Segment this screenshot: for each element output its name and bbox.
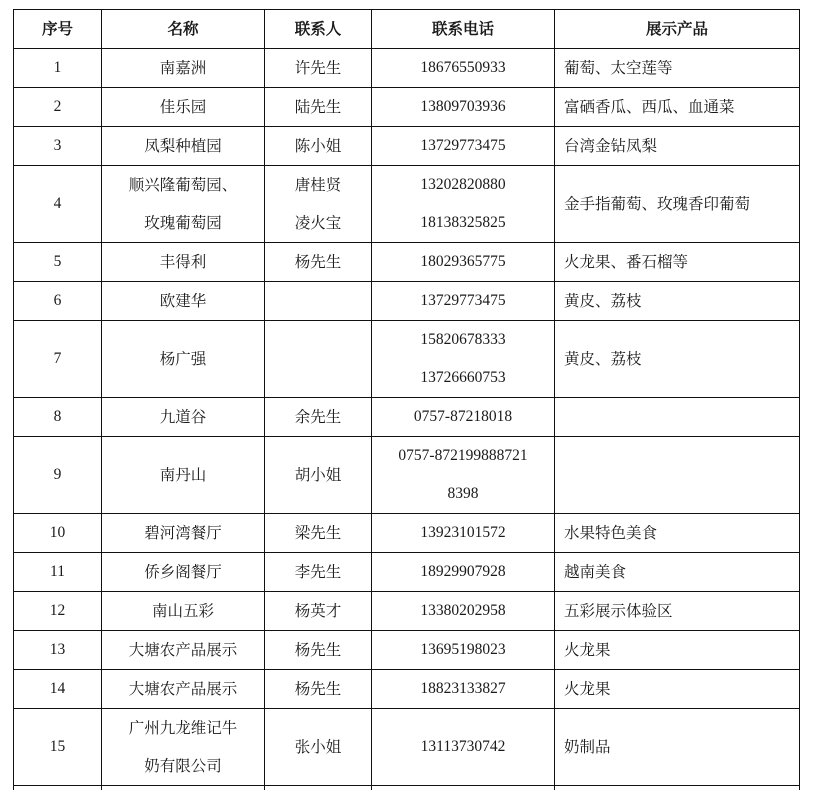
cell-name-line: 奶有限公司 (108, 747, 258, 785)
cell-contact (265, 514, 372, 553)
cell-phone (372, 282, 555, 321)
cell-phone-line: 13695198023 (378, 631, 548, 669)
cell-index: 7 (14, 321, 102, 398)
cell-contact-line: 胡小姐 (271, 456, 365, 494)
cell-phone-line: 0757-87218018 (378, 398, 548, 436)
cell-name-line: 南丹山 (108, 456, 258, 494)
cell-name-line: 佳乐园 (108, 88, 258, 126)
cell-name (102, 437, 265, 514)
cell-empty (555, 786, 800, 790)
cell-name-line: 玫瑰葡萄园 (108, 204, 258, 242)
cell-product: 金手指葡萄、玫瑰香印葡萄 (555, 166, 800, 243)
cell-name (102, 166, 265, 243)
cell-product: 五彩展示体验区 (555, 592, 800, 631)
header-index: 序号 (14, 10, 102, 49)
cell-name-line: 广州九龙维记牛 (108, 709, 258, 747)
cell-index: 4 (14, 166, 102, 243)
cell-contact-line: 张小姐 (271, 728, 365, 766)
table-row (14, 631, 800, 670)
cell-index: 2 (14, 88, 102, 127)
cell-contact (265, 553, 372, 592)
cell-name (102, 592, 265, 631)
cell-index: 13 (14, 631, 102, 670)
cell-name-line: 丰得利 (108, 243, 258, 281)
cell-name-line: 大塘农产品展示 (108, 670, 258, 708)
cell-empty (102, 786, 265, 790)
table-row (14, 282, 800, 321)
cell-name-line: 九道谷 (108, 398, 258, 436)
cell-index: 3 (14, 127, 102, 166)
cell-contact (265, 127, 372, 166)
cell-phone (372, 553, 555, 592)
cell-index: 11 (14, 553, 102, 592)
cell-name (102, 321, 265, 398)
cell-name-line: 南嘉洲 (108, 49, 258, 87)
cell-contact (265, 49, 372, 88)
table-row (14, 398, 800, 437)
cell-contact (265, 592, 372, 631)
cell-phone-line: 18676550933 (378, 49, 548, 87)
cell-phone-line: 13809703936 (378, 88, 548, 126)
cell-index: 9 (14, 437, 102, 514)
cell-index: 12 (14, 592, 102, 631)
cell-contact (265, 398, 372, 437)
cell-contact (265, 243, 372, 282)
cell-empty (14, 786, 102, 790)
cell-contact-line (271, 282, 365, 320)
cell-phone (372, 437, 555, 514)
cell-phone-line: 13113730742 (378, 728, 548, 766)
cell-name-line: 大塘农产品展示 (108, 631, 258, 669)
cell-contact (265, 166, 372, 243)
header-row (14, 10, 800, 49)
cell-phone-line: 13202820880 (378, 166, 548, 204)
cell-index: 15 (14, 709, 102, 786)
table-row (14, 321, 800, 398)
cell-phone-line: 13729773475 (378, 127, 548, 165)
cell-product: 火龙果 (555, 670, 800, 709)
cell-product: 火龙果、番石榴等 (555, 243, 800, 282)
cell-product: 黄皮、荔枝 (555, 321, 800, 398)
cell-phone-line: 13380202958 (378, 592, 548, 630)
cell-contact-line (271, 340, 365, 378)
cell-product (555, 398, 800, 437)
table-row (14, 553, 800, 592)
cell-phone (372, 631, 555, 670)
cell-contact (265, 631, 372, 670)
cell-contact (265, 88, 372, 127)
cell-contact-line: 杨先生 (271, 670, 365, 708)
cell-phone (372, 592, 555, 631)
cell-index: 5 (14, 243, 102, 282)
cell-contact-line: 许先生 (271, 49, 365, 87)
cell-phone-line: 18029365775 (378, 243, 548, 281)
table-row (14, 49, 800, 88)
cell-phone-line: 18138325825 (378, 204, 548, 242)
cell-name-line: 凤梨种植园 (108, 127, 258, 165)
cell-name (102, 127, 265, 166)
cell-name-line: 南山五彩 (108, 592, 258, 630)
cell-product: 葡萄、太空莲等 (555, 49, 800, 88)
header-name: 名称 (102, 10, 265, 49)
cell-product: 水果特色美食 (555, 514, 800, 553)
cell-phone (372, 49, 555, 88)
cell-empty (265, 786, 372, 790)
table-row (14, 670, 800, 709)
cell-phone-line: 13923101572 (378, 514, 548, 552)
table-row (14, 437, 800, 514)
cell-name (102, 88, 265, 127)
cell-name (102, 398, 265, 437)
cell-phone-line: 18823133827 (378, 670, 548, 708)
cell-phone-line: 13726660753 (378, 359, 548, 397)
cell-contact-line: 唐桂贤 (271, 166, 365, 204)
cell-index: 14 (14, 670, 102, 709)
header-contact: 联系人 (265, 10, 372, 49)
table-row (14, 243, 800, 282)
cell-contact (265, 437, 372, 514)
cell-index: 8 (14, 398, 102, 437)
cell-name (102, 282, 265, 321)
cell-name-line: 顺兴隆葡萄园、 (108, 166, 258, 204)
cell-product: 黄皮、荔枝 (555, 282, 800, 321)
cell-product: 火龙果 (555, 631, 800, 670)
cell-name (102, 514, 265, 553)
cell-contact (265, 282, 372, 321)
cell-name-line: 欧建华 (108, 282, 258, 320)
header-product: 展示产品 (555, 10, 800, 49)
cell-contact-line: 陆先生 (271, 88, 365, 126)
cell-phone (372, 514, 555, 553)
table-row (14, 127, 800, 166)
header-phone: 联系电话 (372, 10, 555, 49)
cell-name (102, 49, 265, 88)
cell-phone (372, 670, 555, 709)
cell-contact (265, 321, 372, 398)
cell-product: 台湾金钻凤梨 (555, 127, 800, 166)
cell-phone (372, 88, 555, 127)
table-row-cutoff (14, 786, 800, 790)
cell-contact-line: 杨先生 (271, 631, 365, 669)
cell-phone-line: 8398 (378, 475, 548, 513)
exhibitor-contact-table (13, 9, 800, 790)
table-row (14, 592, 800, 631)
cell-name-line: 杨广强 (108, 340, 258, 378)
cell-product: 奶制品 (555, 709, 800, 786)
cell-contact-line: 杨英才 (271, 592, 365, 630)
cell-contact-line: 陈小姐 (271, 127, 365, 165)
cell-phone-line: 13729773475 (378, 282, 548, 320)
cell-name (102, 553, 265, 592)
cell-phone-line: 15820678333 (378, 321, 548, 359)
cell-index: 1 (14, 49, 102, 88)
cell-contact (265, 670, 372, 709)
table-row (14, 514, 800, 553)
cell-name (102, 670, 265, 709)
cell-product (555, 437, 800, 514)
cell-name (102, 631, 265, 670)
cell-contact-line: 凌火宝 (271, 204, 365, 242)
cell-contact-line: 余先生 (271, 398, 365, 436)
table-row (14, 88, 800, 127)
cell-phone-line: 0757-872199888721 (378, 437, 548, 475)
cell-phone (372, 127, 555, 166)
cell-index: 10 (14, 514, 102, 553)
cell-contact-line: 杨先生 (271, 243, 365, 281)
cell-name-line: 碧河湾餐厅 (108, 514, 258, 552)
cell-phone-line: 18929907928 (378, 553, 548, 591)
cell-product: 富硒香瓜、西瓜、血通菜 (555, 88, 800, 127)
cell-contact-line: 李先生 (271, 553, 365, 591)
cell-empty (372, 786, 555, 790)
cell-name-line: 侨乡阁餐厅 (108, 553, 258, 591)
cell-index: 6 (14, 282, 102, 321)
cell-phone (372, 321, 555, 398)
cell-phone (372, 398, 555, 437)
cell-phone (372, 243, 555, 282)
cell-product: 越南美食 (555, 553, 800, 592)
cell-phone (372, 166, 555, 243)
table-row (14, 166, 800, 243)
cell-contact-line: 梁先生 (271, 514, 365, 552)
cell-name (102, 243, 265, 282)
